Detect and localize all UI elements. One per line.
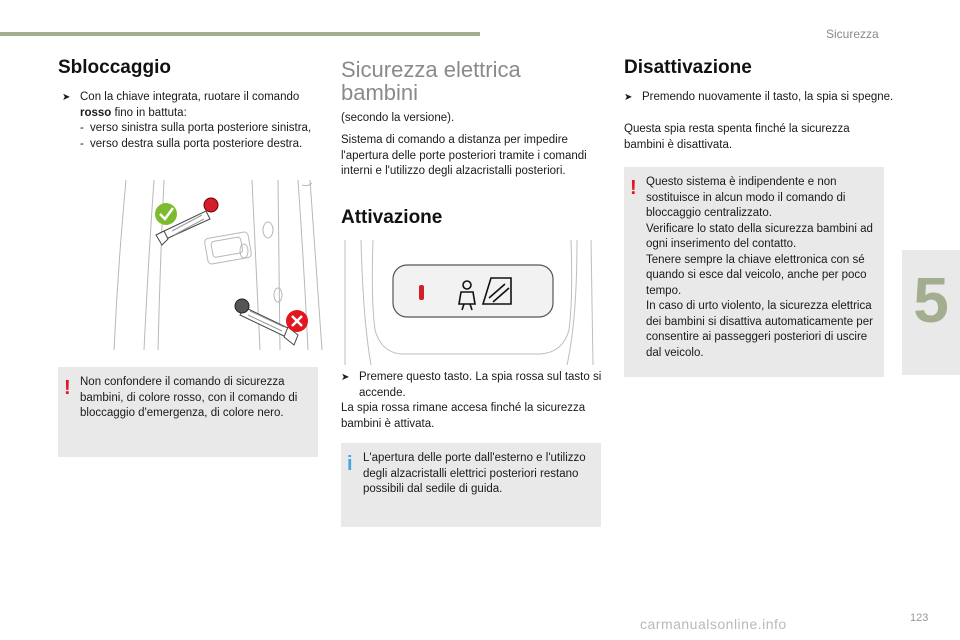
child-lock-button-illustration xyxy=(341,240,601,365)
red-indicator-light xyxy=(419,285,424,300)
info-icon: i xyxy=(347,453,353,475)
bullet-arrow-icon: ➤ xyxy=(341,372,350,383)
activation-bullet-text: Premere questo tasto. La spia rossa sul tasto si accende. xyxy=(359,371,602,399)
deactivation-warning-box xyxy=(624,167,884,377)
check-icon xyxy=(155,203,177,225)
activation-result: La spia rossa rimane accesa finché la sicurezza bambini è attivata. xyxy=(341,402,586,430)
unlocking-step-left: - verso sinistra sulla porta posteriore sinistra, xyxy=(80,121,322,137)
warning-exclamation-icon: ! xyxy=(630,177,637,199)
door-lock-illustration xyxy=(98,175,330,355)
child-lock-intro: Sistema di comando a distanza per impedire l'apertura delle porte posteriori tramite i comandi interni e l'utilizzo degli alzacristalli posteriori. xyxy=(341,134,587,177)
chapter-tab xyxy=(902,250,960,375)
black-lock-knob-icon xyxy=(235,299,249,313)
unlocking-step-right: - verso destra sulla porta posteriore destra. xyxy=(80,137,322,153)
unlocking-bullet-suffix: fino in battuta: xyxy=(114,106,187,119)
activation-title: Attivazione xyxy=(341,207,443,228)
deactivation-bullet-text: Premendo nuovamente il tasto, la spia si spegne. xyxy=(642,91,894,103)
unlocking-instructions xyxy=(62,90,322,152)
deactivation-title: Disattivazione xyxy=(624,57,752,78)
deactivation-warning-text: Questo sistema è indipendente e non sostituisce in alcun modo il comando di bloccaggio centralizzato. Verificare lo stato della sicurezza bambini ad ogni inserimento del contatto. Tenere sempre la chiave elettronica con sé quando si esce dal veicolo, anche per poco tempo. In caso di urto violento, la sicurezza elettrica dei bambini si disattiva automaticamente per consentire ai passeggeri posteriori di uscire dal veicolo. xyxy=(646,176,873,359)
activation-info-box xyxy=(341,443,601,527)
unlocking-title: Sbloccaggio xyxy=(58,57,171,78)
page-number: 123 xyxy=(910,612,929,624)
bullet-arrow-icon: ➤ xyxy=(62,92,71,103)
header-accent-bar xyxy=(0,32,480,36)
unlocking-warning-box xyxy=(58,367,318,457)
unlocking-bullet-bold: rosso xyxy=(80,106,112,119)
red-lock-knob-icon xyxy=(204,198,218,212)
warning-exclamation-icon: ! xyxy=(64,377,71,399)
child-lock-title: Sicurezza elettrica bambini xyxy=(341,57,521,105)
child-lock-version: (secondo la versione). xyxy=(341,112,455,124)
section-label: Sicurezza xyxy=(826,27,879,41)
watermark: carmanualsonline.info xyxy=(640,616,787,632)
child-lock-button xyxy=(393,265,553,317)
bullet-arrow-icon: ➤ xyxy=(624,92,633,103)
chapter-number: 5 xyxy=(913,264,949,336)
activation-bullet xyxy=(341,370,613,401)
unlocking-bullet xyxy=(62,90,322,121)
deactivation-result: Questa spia resta spenta finché la sicurezza bambini è disattivata. xyxy=(624,123,850,151)
unlocking-warning-text: Non confondere il comando di sicurezza bambini, di colore rosso, con il comando di bloccaggio d'emergenza, di colore nero. xyxy=(80,376,298,419)
activation-info-text: L'apertura delle porte dall'esterno e l'utilizzo degli alzacristalli elettrici posteriori restano possibili dal sedile di guida. xyxy=(363,452,586,495)
unlocking-bullet-text: Con la chiave integrata, ruotare il comando xyxy=(80,91,300,103)
deactivation-bullet xyxy=(624,90,896,106)
